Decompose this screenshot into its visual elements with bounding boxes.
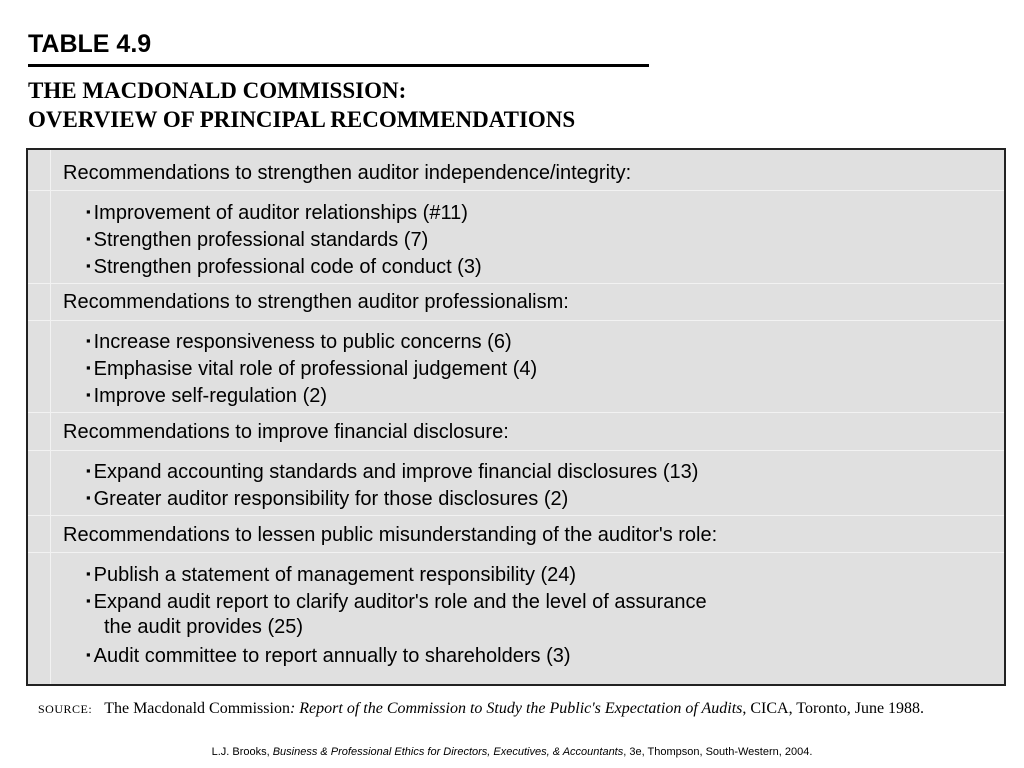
source-text: The Macdonald Commission (104, 700, 290, 717)
list-item: ▪ Audit committee to report annually to shareholders (3) (86, 645, 571, 667)
list-item: ▪ Greater auditor responsibility for those disclosures (2) (86, 488, 569, 510)
table-title-line-1: THE MACDONALD COMMISSION: (28, 78, 407, 103)
bullet-icon: ▪ (86, 333, 91, 348)
list-item: ▪ Expand accounting standards and improve financial disclosures (13) (86, 461, 699, 483)
bullet-icon: ▪ (86, 647, 91, 662)
footer-book-title: Business & Professional Ethics for Directors, Executives, & Accountants (272, 746, 624, 758)
list-item: ▪ Expand audit report to clarify auditor's role and the level of assurance (86, 591, 707, 613)
recommendations-box (26, 148, 1006, 686)
list-item: ▪ Improvement of auditor relationships (#11) (86, 202, 468, 224)
section-heading-independence: Recommendations to strengthen auditor independence/integrity: (63, 162, 632, 184)
list-item-continuation: the audit provides (25) (104, 616, 304, 638)
section-heading-misunderstanding: Recommendations to lessen public misunderstanding of the auditor's role: (63, 524, 718, 546)
source-label: SOURCE: (38, 702, 93, 716)
bullet-icon: ▪ (86, 231, 91, 246)
list-item: ▪ Strengthen professional code of conduct (3) (86, 256, 482, 278)
bullet-icon: ▪ (86, 463, 91, 478)
section-heading-professionalism: Recommendations to strengthen auditor professionalism: (63, 291, 569, 313)
source-note (38, 698, 924, 720)
table-label: TABLE 4.9 (28, 30, 152, 58)
bullet-icon: ▪ (86, 360, 91, 375)
bullet-icon: ▪ (86, 566, 91, 581)
box-margin-line (50, 150, 51, 684)
list-item: ▪ Strengthen professional standards (7) (86, 229, 429, 251)
bullet-icon: ▪ (86, 593, 91, 608)
footer-citation: L.J. Brooks, Business & Professional Ethics for Directors, Executives, & Accountants, 3e, Thompson, South-Western, 2004. (211, 746, 813, 758)
source-tail: , CICA, Toronto, June 1988. (742, 700, 925, 717)
list-item: ▪ Emphasise vital role of professional judgement (4) (86, 358, 538, 380)
table-title-line-2: OVERVIEW OF PRINCIPAL RECOMMENDATIONS (28, 107, 576, 132)
bullet-icon: ▪ (86, 258, 91, 273)
title-rule (28, 64, 649, 67)
list-item: ▪ Improve self-regulation (2) (86, 385, 328, 407)
list-item: ▪ Publish a statement of management responsibility (24) (86, 564, 577, 586)
source-title: : Report of the Commission to Study the Public's Expectation of Audits (289, 700, 743, 717)
table-title (28, 76, 575, 134)
list-item: ▪ Increase responsiveness to public concerns (6) (86, 331, 512, 353)
bullet-icon: ▪ (86, 204, 91, 219)
bullet-icon: ▪ (86, 490, 91, 505)
section-heading-disclosure: Recommendations to improve financial disclosure: (63, 421, 509, 443)
bullet-icon: ▪ (86, 387, 91, 402)
